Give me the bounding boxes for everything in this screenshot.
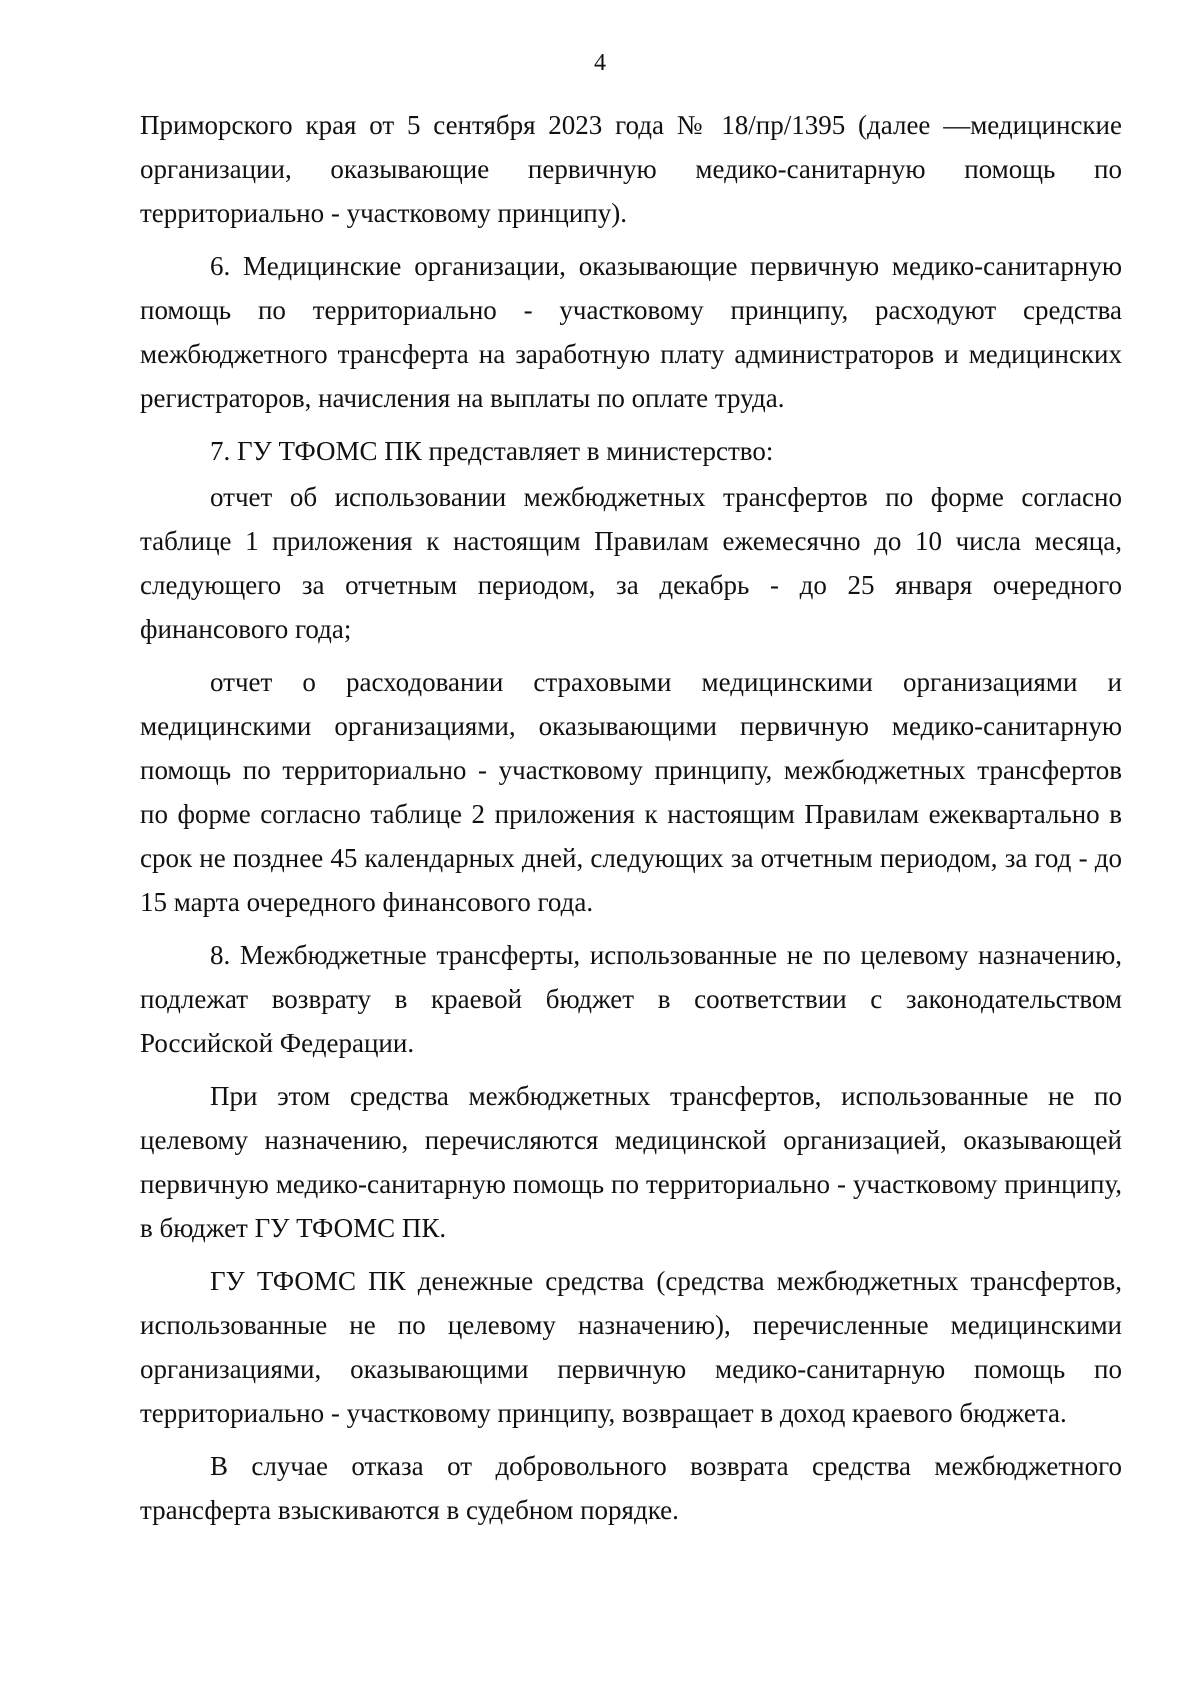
paragraph-continuation: Приморского края от 5 сентября 2023 года № 18/пр/1395 (далее —медицинские организации, оказывающие первичную медико-санитарную помощь по территориально - участковому принципу). (140, 110, 1122, 228)
paragraph-return-to-budget: ГУ ТФОМС ПК денежные средства (средства межбюджетных трансфертов, использованные не по целевому назначению), перечисленные медицинскими организациями, оказывающими первичную медико-санитарную помощь по территориально - участковому принципу, возвращает в доход краевого бюджета. (140, 1266, 1122, 1428)
paragraph-court-recovery: В случае отказа от добровольного возврата средства межбюджетного трансферта взыскиваются в судебном порядке. (140, 1451, 1122, 1525)
paragraph-misuse-transfer: При этом средства межбюджетных трансфертов, использованные не по целевому назначению, перечисляются медицинской организацией, оказывающей первичную медико-санитарную помощь по территориально - участковому принципу, в бюджет ГУ ТФОМС ПК. (140, 1081, 1122, 1243)
paragraph-item-8: 8. Межбюджетные трансферты, использованные не по целевому назначению, подлежат возврату в краевой бюджет в соответствии с законодательством Российской Федерации. (140, 940, 1122, 1058)
page-number: 4 (594, 50, 606, 76)
paragraph-monthly-report: отчет об использовании межбюджетных трансфертов по форме согласно таблице 1 приложения к настоящим Правилам ежемесячно до 10 числа месяца, следующего за отчетным периодом, за декабрь - до 25 января очередного финансового года; (140, 482, 1122, 644)
paragraph-item-6: 6. Медицинские организации, оказывающие первичную медико-санитарную помощь по территориально - участковому принципу, расходуют средства межбюджетного трансферта на заработную плату администраторов и медицинских регистраторов, начисления на выплаты по оплате труда. (140, 251, 1122, 413)
paragraph-quarterly-report: отчет о расходовании страховыми медицинскими организациями и медицинскими организациями, оказывающими первичную медико-санитарную помощь по территориально - участковому принципу, межбюджетных трансфертов по форме согласно таблице 2 приложения к настоящим Правилам ежеквартально в срок не позднее 45 календарных дней, следующих за отчетным периодом, за год - до 15 марта очередного финансового года. (140, 667, 1122, 917)
document-body (140, 103, 1122, 1534)
paragraph-item-7: 7. ГУ ТФОМС ПК представляет в министерство: (210, 436, 774, 466)
